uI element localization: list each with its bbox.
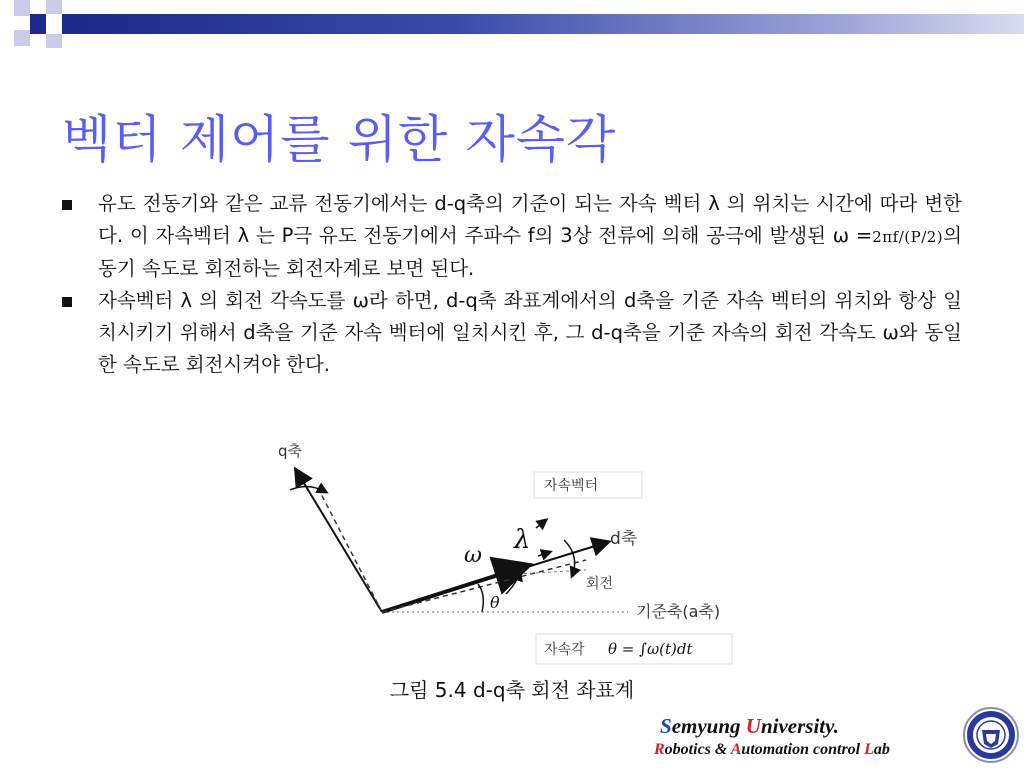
university-seal-logo <box>962 706 1020 764</box>
footer-letter: R <box>654 741 665 758</box>
slide-title: 벡터 제어를 위한 자속각 <box>62 111 617 170</box>
flux-vector <box>382 566 526 612</box>
footer-letter: L <box>864 741 874 758</box>
footer-letter: U <box>745 714 761 738</box>
footer-text: niversity. <box>760 714 839 738</box>
deco-square <box>46 0 62 14</box>
deco-square <box>46 34 62 48</box>
omega-formula: 2πf/(P/2) <box>872 228 944 246</box>
header-decoration <box>0 0 1024 48</box>
footer-letter: A <box>730 741 742 758</box>
deco-square <box>14 0 30 16</box>
theta-arrow <box>506 572 520 594</box>
bullet-text: 자속벡터 λ 의 회전 각속도를 ω라 하면, d-q축 좌표계에서의 d축을 기준 자속 벡터의 위치와 항상 일치시키기 위해서 d축을 기준 자속 벡터에 일치시킨 후, 그 d-q축을 기준 자속의 회전 각속도 ω와 동일한 속도로 회전시켜야 한다. <box>98 289 962 376</box>
footer-lab <box>654 741 890 759</box>
theta-symbol: θ <box>490 593 500 612</box>
deco-square <box>30 14 46 34</box>
bullet-text: 유도 전동기와 같은 교류 전동기에서는 d-q축의 기준이 되는 자속 벡터 λ 의 위치는 시간에 따라 변한다. 이 자속벡터 λ 는 P극 유도 전동기에서 주파수 f의 3상 전류에 의해 공극에 발생된 ω = <box>98 192 962 247</box>
footer-letter: S <box>660 714 672 738</box>
bullet-item <box>62 188 962 285</box>
figure-caption: 그림 5.4 d-q축 회전 좌표계 <box>389 678 635 702</box>
flux-angle-label: 자속각 <box>544 642 585 658</box>
rotation-guide <box>518 570 586 574</box>
bullet-text-continued: 의 동기 속도로 회전하는 회전자계로 보면 된다. <box>98 224 962 280</box>
q-axis-dashed <box>318 488 382 612</box>
flux-angle-formula: θ = ∫ω(t)dt <box>608 640 693 658</box>
footer-university <box>660 714 839 739</box>
deco-square <box>14 30 30 46</box>
d-axis-label: d축 <box>610 529 638 549</box>
bullet-item <box>62 285 962 381</box>
footer-text: utomation control <box>741 741 865 758</box>
q-axis-label: q축 <box>278 442 303 460</box>
header-stripe <box>76 14 1024 34</box>
lambda-symbol: λ <box>514 525 531 555</box>
footer-text: emyung <box>671 714 746 738</box>
d-axis-dashed <box>382 560 586 612</box>
rotation-label: 회전 <box>586 576 614 592</box>
footer-text: obotics & <box>664 741 731 758</box>
bullet-square-icon <box>62 297 72 307</box>
omega-symbol: ω <box>464 543 482 568</box>
theta-arc <box>478 584 483 612</box>
q-axis <box>296 470 382 612</box>
lambda-rotation-arrow <box>536 520 546 528</box>
flux-vector-label: 자속벡터 <box>544 478 599 494</box>
footer-text: ab <box>873 741 890 758</box>
d-rotation-arc <box>564 540 575 576</box>
dq-axis-diagram <box>268 438 768 670</box>
bullet-square-icon <box>62 200 72 210</box>
omega-arrow <box>538 552 550 556</box>
deco-square <box>62 14 76 34</box>
bullet-list <box>62 188 962 381</box>
reference-axis-label: 기준축(a축) <box>636 602 721 621</box>
